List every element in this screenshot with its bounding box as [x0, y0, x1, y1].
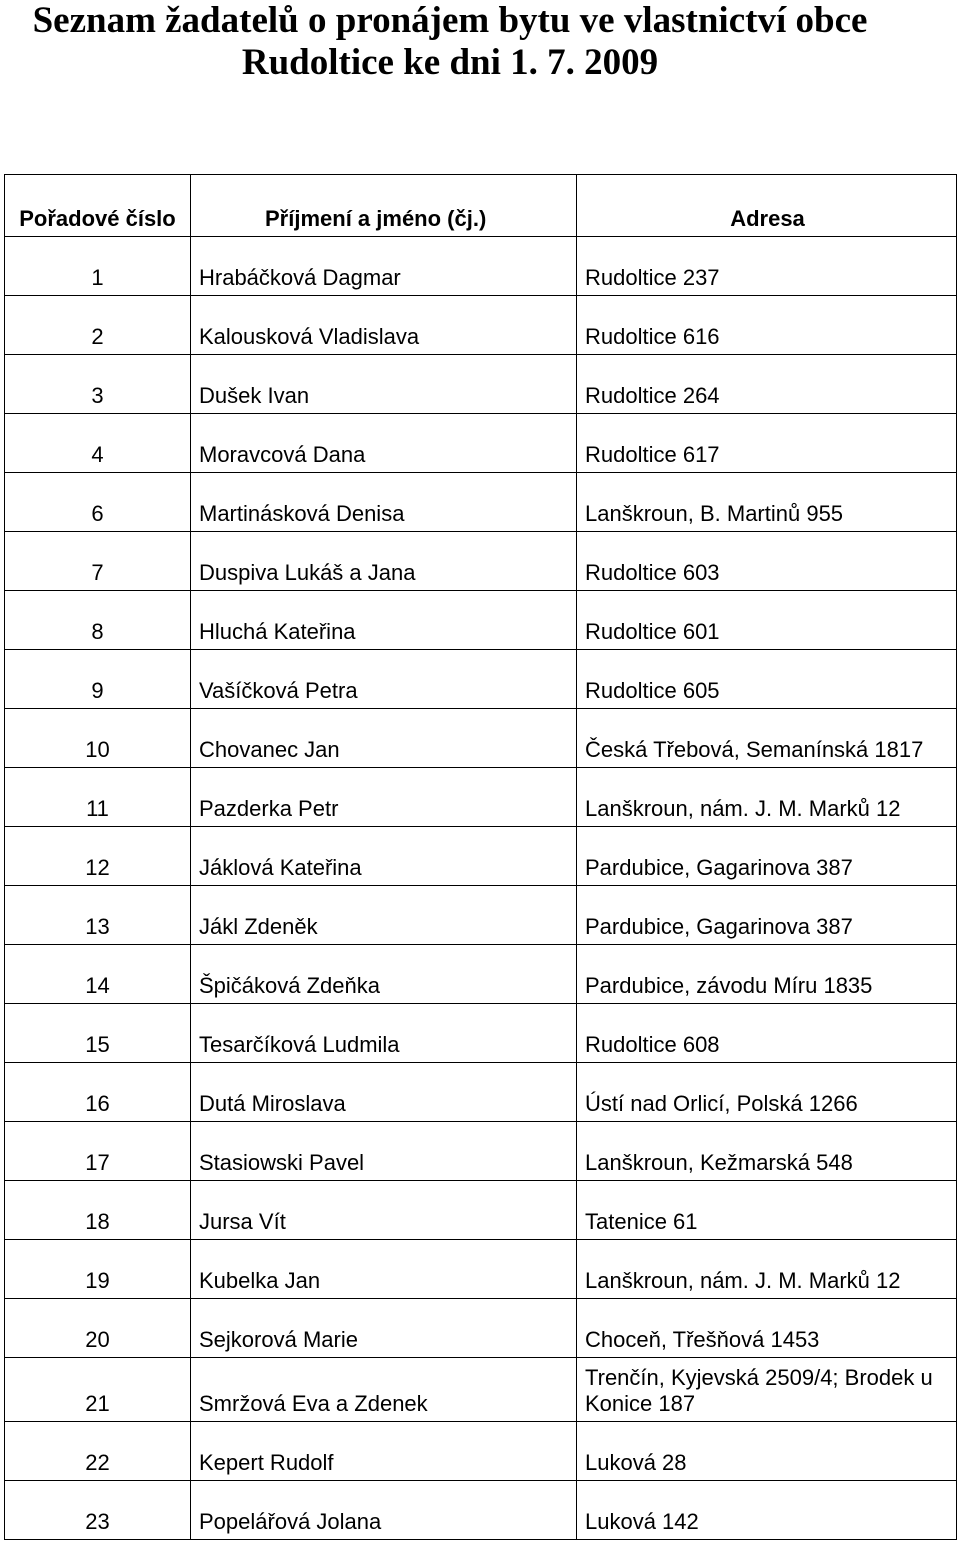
- row-name: Vašíčková Petra: [191, 650, 577, 709]
- row-address: [577, 532, 957, 591]
- row-address: [577, 1063, 957, 1122]
- row-address: [577, 1422, 957, 1481]
- row-address-text: Pardubice, Gagarinova 387: [585, 855, 853, 880]
- table-row: [5, 650, 957, 709]
- table-row: [5, 414, 957, 473]
- table-row: [5, 1004, 957, 1063]
- row-number: 21: [5, 1358, 191, 1422]
- row-address: [577, 1004, 957, 1063]
- table-row: [5, 1299, 957, 1358]
- row-number: 22: [5, 1422, 191, 1481]
- row-address: [577, 650, 957, 709]
- row-number: 18: [5, 1181, 191, 1240]
- header-address: Adresa: [577, 175, 957, 237]
- row-address-text: Rudoltice 237: [585, 265, 720, 290]
- row-name: Kubelka Jan: [191, 1240, 577, 1299]
- row-address: [577, 709, 957, 768]
- table-row: [5, 1481, 957, 1540]
- row-address: [577, 1122, 957, 1181]
- table-row: [5, 1358, 957, 1422]
- row-address-text: Lanškroun, nám. J. M. Marků 12: [585, 796, 901, 821]
- row-number: 14: [5, 945, 191, 1004]
- row-address-text: Česká Třebová, Semanínská 1817: [585, 737, 924, 762]
- row-address-text: Pardubice, Gagarinova 387: [585, 914, 853, 939]
- title-line-2: Rudoltice ke dni 1. 7. 2009: [241, 42, 659, 83]
- table-row: [5, 1063, 957, 1122]
- row-number: 9: [5, 650, 191, 709]
- row-name: Kepert Rudolf: [191, 1422, 577, 1481]
- row-address-text: Rudoltice 608: [585, 1032, 720, 1057]
- row-number: 1: [5, 237, 191, 296]
- row-address-text: Ústí nad Orlicí, Polská 1266: [585, 1091, 858, 1116]
- table-row: [5, 945, 957, 1004]
- table-row: [5, 1240, 957, 1299]
- row-address-text: Luková 28: [585, 1450, 687, 1475]
- row-number: 7: [5, 532, 191, 591]
- row-number: 16: [5, 1063, 191, 1122]
- row-number: 4: [5, 414, 191, 473]
- row-name: Popelářová Jolana: [191, 1481, 577, 1540]
- table-row: [5, 886, 957, 945]
- row-number: 23: [5, 1481, 191, 1540]
- table-row: [5, 355, 957, 414]
- row-number: 8: [5, 591, 191, 650]
- table-row: [5, 591, 957, 650]
- row-address: [577, 1358, 957, 1422]
- table-row: [5, 296, 957, 355]
- table-row: [5, 709, 957, 768]
- row-address-text: Lanškroun, Kežmarská 548: [585, 1150, 853, 1175]
- row-name: Sejkorová Marie: [191, 1299, 577, 1358]
- row-name: Jursa Vít: [191, 1181, 577, 1240]
- row-name: Dutá Miroslava: [191, 1063, 577, 1122]
- row-name: Martinásková Denisa: [191, 473, 577, 532]
- row-address: [577, 591, 957, 650]
- row-number: 15: [5, 1004, 191, 1063]
- row-address: [577, 355, 957, 414]
- row-number: 6: [5, 473, 191, 532]
- row-number: 20: [5, 1299, 191, 1358]
- row-number: 13: [5, 886, 191, 945]
- row-number: 10: [5, 709, 191, 768]
- table-row: [5, 1181, 957, 1240]
- row-name: Hluchá Kateřina: [191, 591, 577, 650]
- row-name: Tesarčíková Ludmila: [191, 1004, 577, 1063]
- row-name: Dušek Ivan: [191, 355, 577, 414]
- row-address-text: Tatenice 61: [585, 1209, 698, 1234]
- table-row: [5, 768, 957, 827]
- row-name: Smržová Eva a Zdenek: [191, 1358, 577, 1422]
- row-address-text: Rudoltice 605: [585, 678, 720, 703]
- table-header-row: [5, 175, 957, 237]
- row-number: 2: [5, 296, 191, 355]
- row-address-text: Choceň, Třešňová 1453: [585, 1327, 820, 1352]
- row-address: [577, 1240, 957, 1299]
- row-address-text: Rudoltice 264: [585, 383, 720, 408]
- row-address: [577, 473, 957, 532]
- table-row: [5, 1422, 957, 1481]
- row-address: [577, 1181, 957, 1240]
- row-number: 17: [5, 1122, 191, 1181]
- row-address-text: Lanškroun, B. Martinů 955: [585, 501, 844, 526]
- title-line-1: Seznam žadatelů o pronájem bytu ve vlastnictví obce: [32, 0, 868, 41]
- row-number: 3: [5, 355, 191, 414]
- row-name: Moravcová Dana: [191, 414, 577, 473]
- row-address-text: Rudoltice 601: [585, 619, 720, 644]
- page-title: [0, 0, 900, 84]
- applicants-table: [4, 174, 957, 1540]
- row-number: 12: [5, 827, 191, 886]
- row-number: 19: [5, 1240, 191, 1299]
- row-address: [577, 886, 957, 945]
- row-name: Špičáková Zdeňka: [191, 945, 577, 1004]
- row-address-text: Pardubice, závodu Míru 1835: [585, 973, 873, 998]
- table-row: [5, 237, 957, 296]
- row-name: Hrabáčková Dagmar: [191, 237, 577, 296]
- row-address-text: Trenčín, Kyjevská 2509/4; Brodek u Konice 187: [585, 1365, 933, 1416]
- row-name: Kalousková Vladislava: [191, 296, 577, 355]
- table-row: [5, 1122, 957, 1181]
- row-address: [577, 827, 957, 886]
- row-name: Stasiowski Pavel: [191, 1122, 577, 1181]
- table-row: [5, 532, 957, 591]
- row-address: [577, 1299, 957, 1358]
- row-address-text: Luková 142: [585, 1509, 699, 1534]
- header-order-number: Pořadové číslo: [5, 175, 191, 237]
- header-name: Příjmení a jméno (čj.): [191, 175, 577, 237]
- table-body: [5, 237, 957, 1540]
- row-address: [577, 945, 957, 1004]
- row-name: Pazderka Petr: [191, 768, 577, 827]
- row-address-text: Rudoltice 616: [585, 324, 720, 349]
- row-address: [577, 237, 957, 296]
- row-address: [577, 296, 957, 355]
- row-address: [577, 1481, 957, 1540]
- table-row: [5, 827, 957, 886]
- row-address-text: Rudoltice 603: [585, 560, 720, 585]
- row-name: Jáklová Kateřina: [191, 827, 577, 886]
- row-number: 11: [5, 768, 191, 827]
- table-row: [5, 473, 957, 532]
- row-name: Duspiva Lukáš a Jana: [191, 532, 577, 591]
- row-address: [577, 414, 957, 473]
- row-name: Chovanec Jan: [191, 709, 577, 768]
- row-address: [577, 768, 957, 827]
- row-name: Jákl Zdeněk: [191, 886, 577, 945]
- row-address-text: Rudoltice 617: [585, 442, 720, 467]
- row-address-text: Lanškroun, nám. J. M. Marků 12: [585, 1268, 901, 1293]
